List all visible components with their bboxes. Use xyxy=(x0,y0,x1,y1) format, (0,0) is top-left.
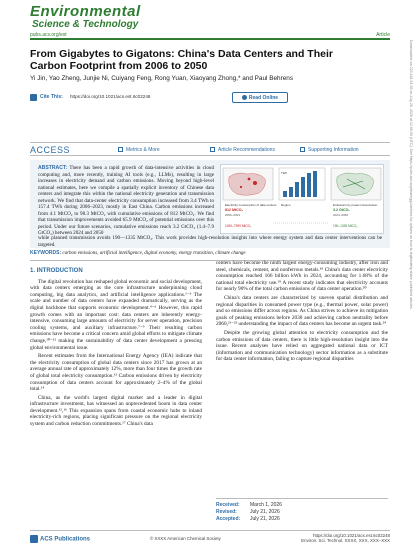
accepted-date-row xyxy=(216,516,388,523)
journal-logo[interactable] xyxy=(30,3,220,30)
publisher-logo[interactable] xyxy=(30,535,90,543)
toc-graphic[interactable] xyxy=(220,164,384,234)
bar xyxy=(301,177,305,197)
journal-link[interactable]: pubs.acs.org/est xyxy=(30,32,67,38)
abstract-body: There has been a rapid growth of data-intensive activities in cloud computing and, more recently, training AI tools (e.g., LLMs), resulting in large increases in electricity demand and carbon emissions. Moving beyond high-level national estimates, here we compile a spatially explicit inventory of Chinese data centers and integrate this within the national electricity generation and transmission network. We find that data-center electricity consumption increased from 3.4 TWh to 157.4 TWh during 2006–2023, mostly in East China. Carbon emissions increased from 4.1 MtCO₂ to 98.3 MtCO₂ with cumulative emissions of 812 MtCO₂. We find that transmission improvements avoided 65.9 MtCO₂ of potential emissions over this period. Under our future scenarios, cumulative emissions reach 3.2 GtCO₂ (1.4–7.9 GtCO₂) between 2024 and 2050 xyxy=(38,165,214,236)
access-label: ACCESS xyxy=(30,145,71,155)
accepted-date: July 21, 2026 xyxy=(250,516,280,522)
copyright-text: © XXXX American Chemical Society xyxy=(150,536,221,541)
body-paragraph: Despite the growing global attention to electricity consumption and the carbon emissions of data centers, there is little high-resolution insight into the issue. Recent analyses have relied on aggregated national data or ICT (information and communication technology) sector information as a substitute for data center information, failing to capture regional disparities xyxy=(216,329,388,363)
article-type-label: Article xyxy=(376,32,390,38)
revised-date-row xyxy=(216,509,388,516)
author-list[interactable]: Yi Jin, Yao Zheng, Junjie Ni, Cuiyang Feng, Rong Yuan, Xiaoyang Zhong,* and Paul Behrens xyxy=(30,75,294,82)
body-column-right xyxy=(216,260,388,365)
toc-metric-b: 190–1335 MtCO₂ xyxy=(333,224,358,228)
recommendations-label: Article Recommendations xyxy=(218,147,275,153)
page-footer xyxy=(30,530,390,546)
abstract-text xyxy=(38,165,214,237)
toc-range-b: 2024–2050 xyxy=(333,213,349,217)
access-bar xyxy=(30,142,390,156)
metrics-icon xyxy=(118,147,123,152)
plus-icon xyxy=(300,147,305,152)
cite-doi-link[interactable]: https://doi.org/10.1021/acs.est.6c02248 xyxy=(70,94,151,99)
toc-metric-a: 1490–7999 MtCO₂ xyxy=(225,224,252,228)
bar xyxy=(295,182,299,197)
abstract-section xyxy=(30,160,390,248)
section-heading: 1. INTRODUCTION xyxy=(30,268,83,274)
download-notice-strip xyxy=(404,40,414,500)
toc-graphic-svg xyxy=(221,165,385,235)
journal-logo-bottom: Science & Technology xyxy=(32,19,139,30)
cite-row xyxy=(30,92,390,108)
header-rule xyxy=(30,38,390,40)
journal-logo-top: Environmental xyxy=(30,3,141,20)
bar xyxy=(283,191,287,197)
received-date-row xyxy=(216,502,388,509)
toc-value-b: 3.2 GtCO₂ xyxy=(333,208,350,212)
cite-label: Cite This: xyxy=(40,94,63,100)
body-paragraph: Recent estimates from the International Energy Agency (IEA) indicate that the electricity consumption of global data centers since 2017 has grown at an average annual rate of approximately 12%, more than four times the growth rate of global total electricity consumption.¹³ Carbon emissions driven by electricity consumption of data centers account for approximately 2–4% of the global total.¹⁴ xyxy=(30,353,202,393)
received-date: March 1, 2026 xyxy=(250,502,282,508)
hotspot-dot xyxy=(253,181,257,185)
toc-label-a: Electricity consumption of data centers xyxy=(225,203,277,207)
journal-header xyxy=(0,0,420,42)
keywords-label: KEYWORDS: xyxy=(30,250,62,256)
bar xyxy=(289,187,293,197)
hotspot-dot xyxy=(248,178,251,181)
accepted-label: Accepted: xyxy=(216,516,241,522)
toc-value-a: 812 MtCO₂ xyxy=(225,208,244,212)
hotspot-dot xyxy=(240,186,242,188)
acs-logo-icon xyxy=(30,535,38,543)
abstract-tail: while planned transmission avoids 190—1335 MtCO₂. This work provides high-resolution insights into where energy system and data center interventions can be targeted. xyxy=(38,235,382,248)
toc-region-label: Region xyxy=(281,203,291,207)
metrics-label: Metrics & More xyxy=(126,147,160,153)
article-dates xyxy=(216,498,388,523)
body-paragraph: China's data centers are characterized by uneven spatial distribution and regional disparities in consumed power type (e.g., thermal power, solar power) and so emissions differ across regions. As China strives to achieve its mitigation goals of peaking emissions before 2030 and achieving carbon neutrality before 2060,²¹⁻²³ understanding the impact of data centers has become an urgent task.²⁴ xyxy=(216,294,388,328)
quote-icon xyxy=(30,94,37,101)
read-online-button[interactable] xyxy=(232,92,288,103)
body-column-left xyxy=(30,266,202,430)
revised-date: July 21, 2026 xyxy=(250,509,280,515)
abstract-label: ABSTRACT: xyxy=(38,165,68,171)
toc-range-a: 2006–2023 xyxy=(225,213,241,217)
china-map-shape-a xyxy=(229,173,266,195)
download-notice: Downloaded via 220.181.51.55 on July 26, 2026 at 12:00:00 (UTC). See https://pubs.acs.org/sharingguidelines for options on how to legitimately share published articles. xyxy=(409,40,413,310)
keywords-line xyxy=(30,250,390,256)
publisher-name: ACS Publications xyxy=(40,536,91,543)
keywords-text: carbon emissions, artificial intelligence, digital economy, energy transition, climate change xyxy=(62,251,246,256)
bar xyxy=(313,171,317,197)
body-paragraph: centers have become the ninth largest energy-consuming industry, after iron and steel, chemicals, cement, and nonferrous metals.¹⁸ China's data center electricity consumption reached 166 billion kWh in 2024, accounting for 1.68% of the national total electricity use.¹⁹ A recent study indicates that electricity accounts for nearly 90% of the total carbon emissions of data center operation.²⁰ xyxy=(216,260,388,293)
footer-page-info: Environ. Sci. Technol. XXXX, XXX, XXX–XXX xyxy=(301,538,390,543)
body-paragraph: China, as the world's largest digital market and a leader in digital infrastructure investment, has witnessed an unprecedented boom in data center development.¹⁵,¹⁶ This expansion spans from coastal economic hubs to inland electricity-rich regions, placing significant pressure on the regional electricity system and carbon reduction commitments.¹⁷ China's data xyxy=(30,394,202,428)
body-paragraph: The digital revolution has reshaped global economic and social development, with data centers emerging as the core infrastructure underpinning cloud computing, big data analytics, and artificial intelligence applications.¹⁻³ The scale and number of data centers have expanded dramatically, serving as the digital backbone that supports economic development.⁴⁻⁶ However, this rapid growth comes with an important cost: data centers are inherently energy-intensive, consuming large amounts of electricity for server operation, precision cooling systems, and auxiliary infrastructure.⁷⁻⁹ Their resulting carbon emissions have become a critical concern amid global efforts to mitigate climate change,¹⁰⁻¹² making the sustainability of data center development a pressing global environmental issue. xyxy=(30,278,202,351)
read-online-label: Read Online xyxy=(248,95,279,101)
received-label: Received: xyxy=(216,502,240,508)
toc-unit-label: TWh xyxy=(281,171,287,175)
china-map-shape-b xyxy=(337,173,374,195)
paper-title: From Gigabytes to Gigatons: China's Data Centers and Their Carbon Footprint from 2006 to 2050 xyxy=(30,48,333,72)
metrics-button[interactable] xyxy=(118,147,160,153)
bar xyxy=(307,173,311,197)
supporting-info-button[interactable] xyxy=(300,147,359,153)
revised-label: Revised: xyxy=(216,509,237,515)
recommendations-button[interactable] xyxy=(210,147,275,153)
footer-doi xyxy=(301,533,390,543)
recommendations-icon xyxy=(210,147,215,152)
footer-doi-link[interactable]: https://doi.org/10.1021/acs.est.6c02248 xyxy=(313,533,390,538)
toc-label-b: Emissions by power transmission xyxy=(333,203,378,207)
supporting-info-label: Supporting Information xyxy=(308,147,359,153)
globe-icon xyxy=(242,95,247,100)
